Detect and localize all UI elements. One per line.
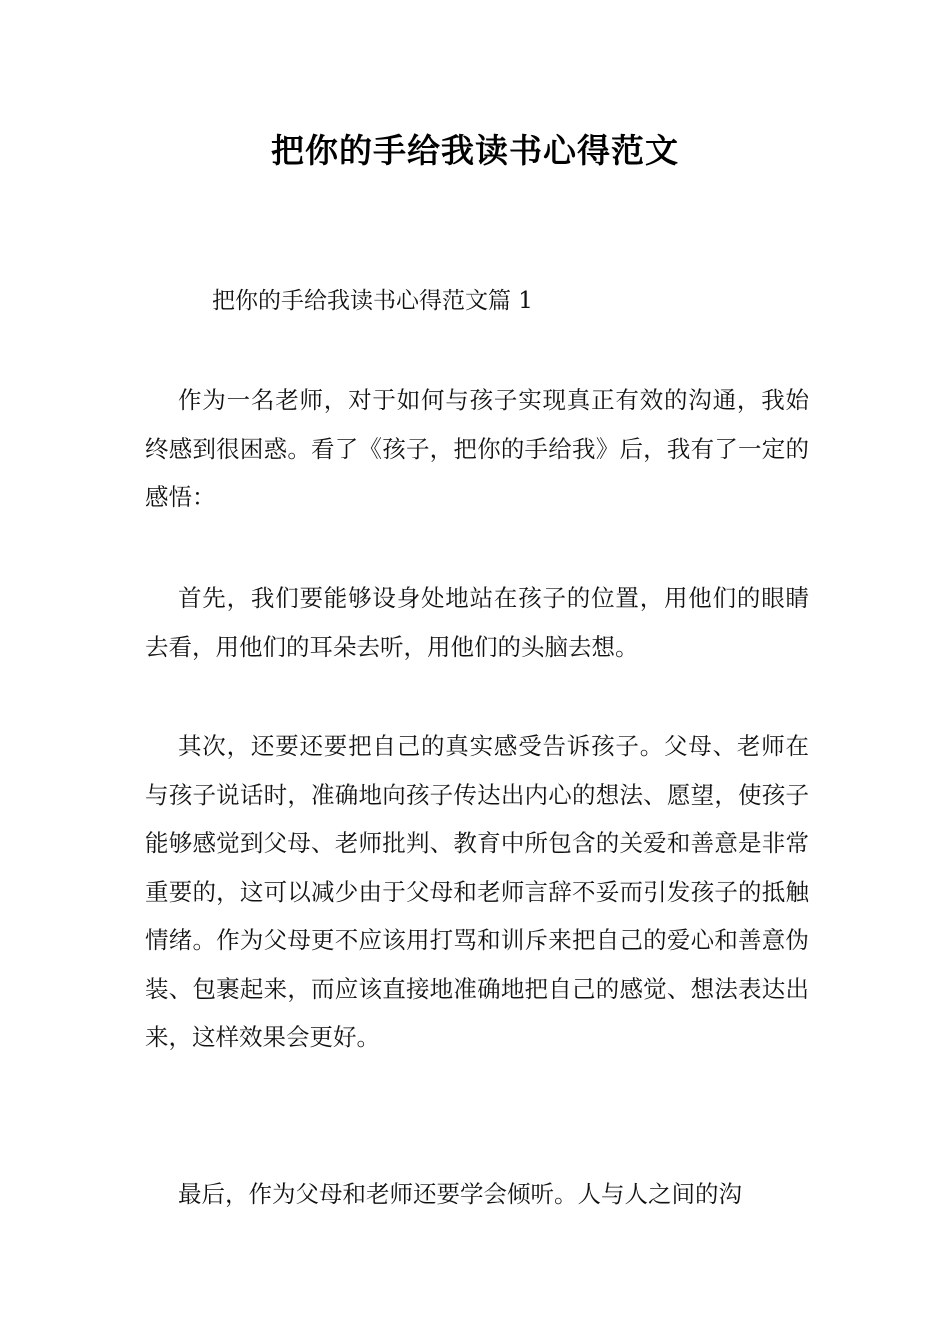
paragraph-1: 作为一名老师，对于如何与孩子实现真正有效的沟通，我始终感到很困惑。看了《孩子，把你的手给我》后，我有了一定的感悟：	[145, 386, 809, 511]
document-title: 把你的手给我读书心得范文	[271, 131, 679, 170]
paragraph-3: 其次，还要还要把自己的真实感受告诉孩子。父母、老师在与孩子说话时，准确地向孩子传达出内心的想法、愿望，使孩子能够感觉到父母、老师批判、教育中所包含的关爱和善意是非常重要的，这可以减少由于父母和老师言辞不妥而引发孩子的抵触情绪。作为父母更不应该用打骂和训斥来把自己的爱心和善意伪装、包裹起来，而应该直接地准确地把自己的感觉、想法表达出来，这样效果会更好。	[145, 732, 809, 1051]
paragraph-2: 首先，我们要能够设身处地站在孩子的位置，用他们的眼睛去看，用他们的耳朵去听，用他们的头脑去想。	[145, 584, 809, 661]
paragraph-4: 最后，作为父母和老师还要学会倾听。人与人之间的沟	[178, 1180, 742, 1208]
section-heading: 把你的手给我读书心得范文篇 1	[212, 288, 533, 314]
